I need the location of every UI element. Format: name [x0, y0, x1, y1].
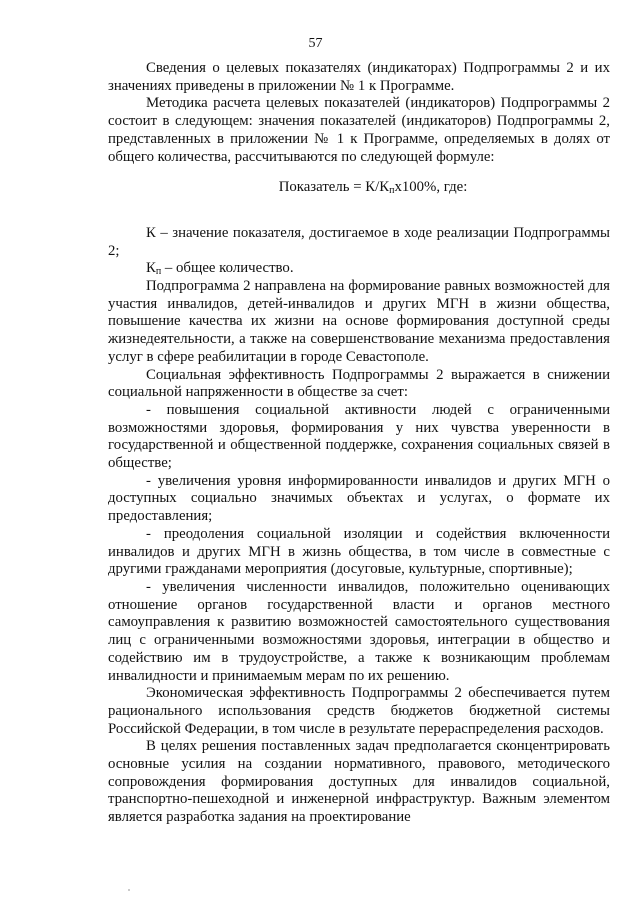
formula-prefix: Показатель = К/К [278, 179, 390, 196]
list-item-positive-assessment: - увеличения численности инвалидов, положительно оценивающих отношение органов государственной власти и органов местного самоуправления к развитию возможностей самостоятельного существования лиц с ограниченными возможностями здоровья, интеграции в общество и содействию им в трудоустройстве, а также к возникающим проблемам инвалидности и принимаемым мерам по их решению. [108, 578, 610, 684]
definition-k: К – значение показателя, достигаемое в ходе реализации Подпрограммы 2; [108, 224, 610, 259]
definition-kn-text: – общее количество. [161, 260, 294, 277]
list-item-social-activity: - повышения социальной активности людей с ограниченными возможностями здоровья, формирования у них чувства уверенности в государственной и общественной поддержке, сохранения социальных связей в обществе; [108, 401, 610, 472]
definition-kn-symbol: К [146, 260, 156, 277]
definition-kn-subscript: п [155, 266, 162, 278]
page-content [108, 60, 610, 827]
paragraph-social-effectiveness: Социальная эффективность Подпрограммы 2 выражается в снижении социальной напряженности в обществе за счет: [108, 366, 610, 401]
formula-subscript: п [389, 185, 395, 197]
paragraph-methodology: Методика расчета целевых показателей (индикаторов) Подпрограммы 2 состоит в следующем: значения показателей (индикаторов) Подпрограммы 2, представленных в приложении № 1 к Программе, определяемых в долях от общего количества, рассчитываются по следующей формуле: [108, 95, 610, 165]
paragraph-economic-effectiveness: Экономическая эффективность Подпрограммы 2 обеспечивается путем рационального использования средств бюджетов бюджетной системы Российской Федерации, в том числе в результате перераспределения расходов. [108, 685, 610, 737]
list-item-awareness: - увеличения уровня информированности инвалидов и других МГН о доступных социально значимых объектах и услугах, о формате их предоставления; [108, 472, 610, 525]
page-number: 57 [308, 36, 323, 51]
list-item-isolation: - преодоления социальной изоляции и содействия включенности инвалидов и других МГН в жизнь общества, в том числе в совместные с другими гражданами мероприятия (досуговые, культурные, спортивные); [108, 525, 610, 578]
paragraph-goals: В целях решения поставленных задач предполагается сконцентрировать основные усилия на создании нормативного, правового, методического сопровождения формирования доступных для инвалидов социальной, транспортно-пешеходной и инженерной инфраструктур. Важным элементом является разработка задания на проектирование [108, 738, 610, 826]
formula-suffix: х100%, где: [394, 179, 468, 196]
scan-speck [128, 889, 130, 891]
definition-kn [108, 260, 610, 278]
paragraph-subprogram-goal: Подпрограмма 2 направлена на формирование равных возможностей для участия инвалидов, детей-инвалидов и других МГН в жизни общества, повышение качества их жизни на основе формирования доступной среды жизнедеятельности, а также на совершенствование механизма предоставления услуг в сфере реабилитации в городе Севастополе. [108, 278, 610, 365]
formula [108, 179, 610, 197]
paragraph-indicators-info: Сведения о целевых показателях (индикаторах) Подпрограммы 2 и их значениях приведены в приложении № 1 к Программе. [108, 60, 610, 94]
